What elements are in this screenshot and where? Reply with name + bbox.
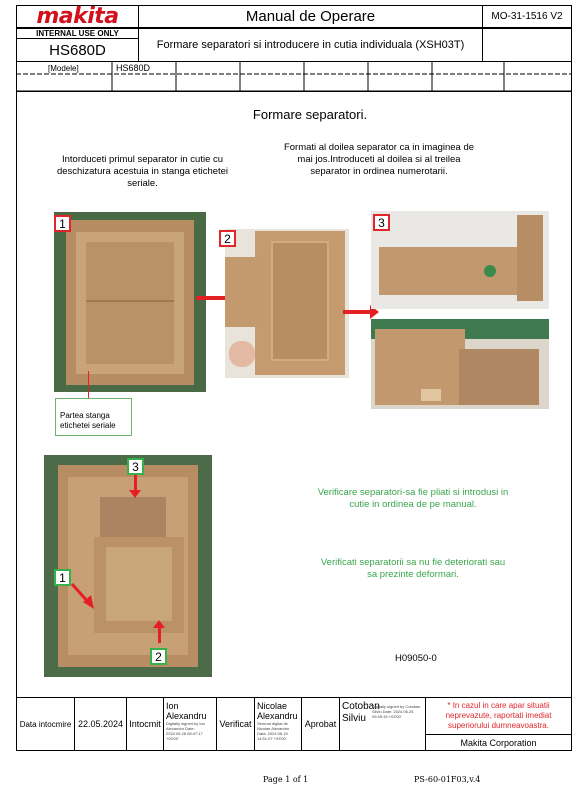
photo-empty-box (54, 212, 206, 392)
footer-verificat-label: Verificat (216, 697, 255, 751)
instruction-right: Formati al doilea separator ca in imaginea de mai jos.Introduceti al doilea si al treilea separator in ordinea numerotarii. (283, 142, 475, 177)
marker-box-3: 3 (127, 458, 144, 475)
models-value: HS680D (116, 63, 151, 73)
marker-3: 3 (373, 214, 390, 231)
arrow-up-2 (158, 627, 161, 643)
footer-date-label: Data intocmire (16, 697, 75, 751)
photo-box-separators (371, 319, 549, 409)
doc-reference-code: H09050-0 (395, 653, 437, 664)
makita-logo: makita (16, 5, 139, 28)
photo-separator-folded (371, 211, 549, 309)
instruction-left: Intorduceti primul separator in cutie cu deschizatura acestuia in stanga etichetei seriale. (56, 154, 229, 189)
arrow-down-3-head (129, 490, 141, 498)
arrow-down-3 (134, 475, 137, 491)
footer-verificat-signature (254, 697, 302, 751)
arrow-up-2-head (153, 620, 165, 628)
footer-intocmit-signature (163, 697, 217, 751)
arrow-2-to-3 (343, 310, 371, 314)
photo-box-complete (44, 455, 212, 677)
footer-aprobat-label: Aprobat (301, 697, 340, 751)
check-note-1: Verificare separatori-sa fie pliati si introdusi in cutie in ordinea de pe manual. (317, 487, 509, 510)
arrow-diag-1 (70, 582, 96, 615)
form-code: PS-60-01F03,v.4 (414, 775, 481, 784)
intocmit-name: Ion Alexandru (166, 701, 207, 721)
marker-2: 2 (219, 230, 236, 247)
footer-aprobat-signature (339, 697, 426, 751)
models-label: [Modele] (48, 64, 79, 73)
pointer-line (88, 371, 89, 398)
manual-title: Manual de Operare (138, 5, 483, 28)
header-blank-cell (482, 28, 572, 62)
photo-separator (225, 229, 349, 378)
marker-1: 1 (54, 215, 71, 232)
model-name: HS680D (16, 38, 139, 62)
footer-company: Makita Corporation (425, 734, 572, 751)
aprobat-digital-signature: Digitally signed by Cotoban Silviu Date: 2024.06.25 09:45:15 +03'00' (372, 704, 421, 719)
footer-date: 22.05.2024 (74, 697, 127, 751)
section-heading: Formare separatori. (252, 107, 368, 122)
footer-intocmit-label: Intocmit (126, 697, 164, 751)
internal-use-label: INTERNAL USE ONLY (16, 28, 139, 39)
doc-code: MO-31-1516 V2 (482, 5, 572, 28)
verificat-digital-signature: Semnat digital de Nicolae Alexandru Data: 2024.06.19 14:51:07 +03'00' (257, 721, 290, 741)
label-box: Partea stanga etichetei seriale (55, 398, 132, 436)
aprobat-name: Cotoban Silviu (342, 701, 380, 724)
page-number: Page 1 of 1 (263, 775, 309, 784)
check-note-2: Verificati separatorii sa nu fie deteriorati sau sa prezinte deformari. (320, 557, 506, 580)
models-row-lines (16, 61, 572, 92)
verificat-name: Nicolae Alexandru (257, 701, 298, 721)
process-subtitle: Formare separatori si introducere in cutia individuala (XSH03T) (138, 28, 483, 62)
marker-box-2: 2 (150, 648, 167, 665)
footer-note: * In cazul in care apar situatii neprevazute, raportati imediat superiorului dumneavoastra. (425, 697, 572, 735)
intocmit-digital-signature: Digitally signed by Ion Alexandru Date: 2024.05.28 08:47:17 +03'00' (166, 721, 205, 741)
marker-box-1: 1 (54, 569, 71, 586)
